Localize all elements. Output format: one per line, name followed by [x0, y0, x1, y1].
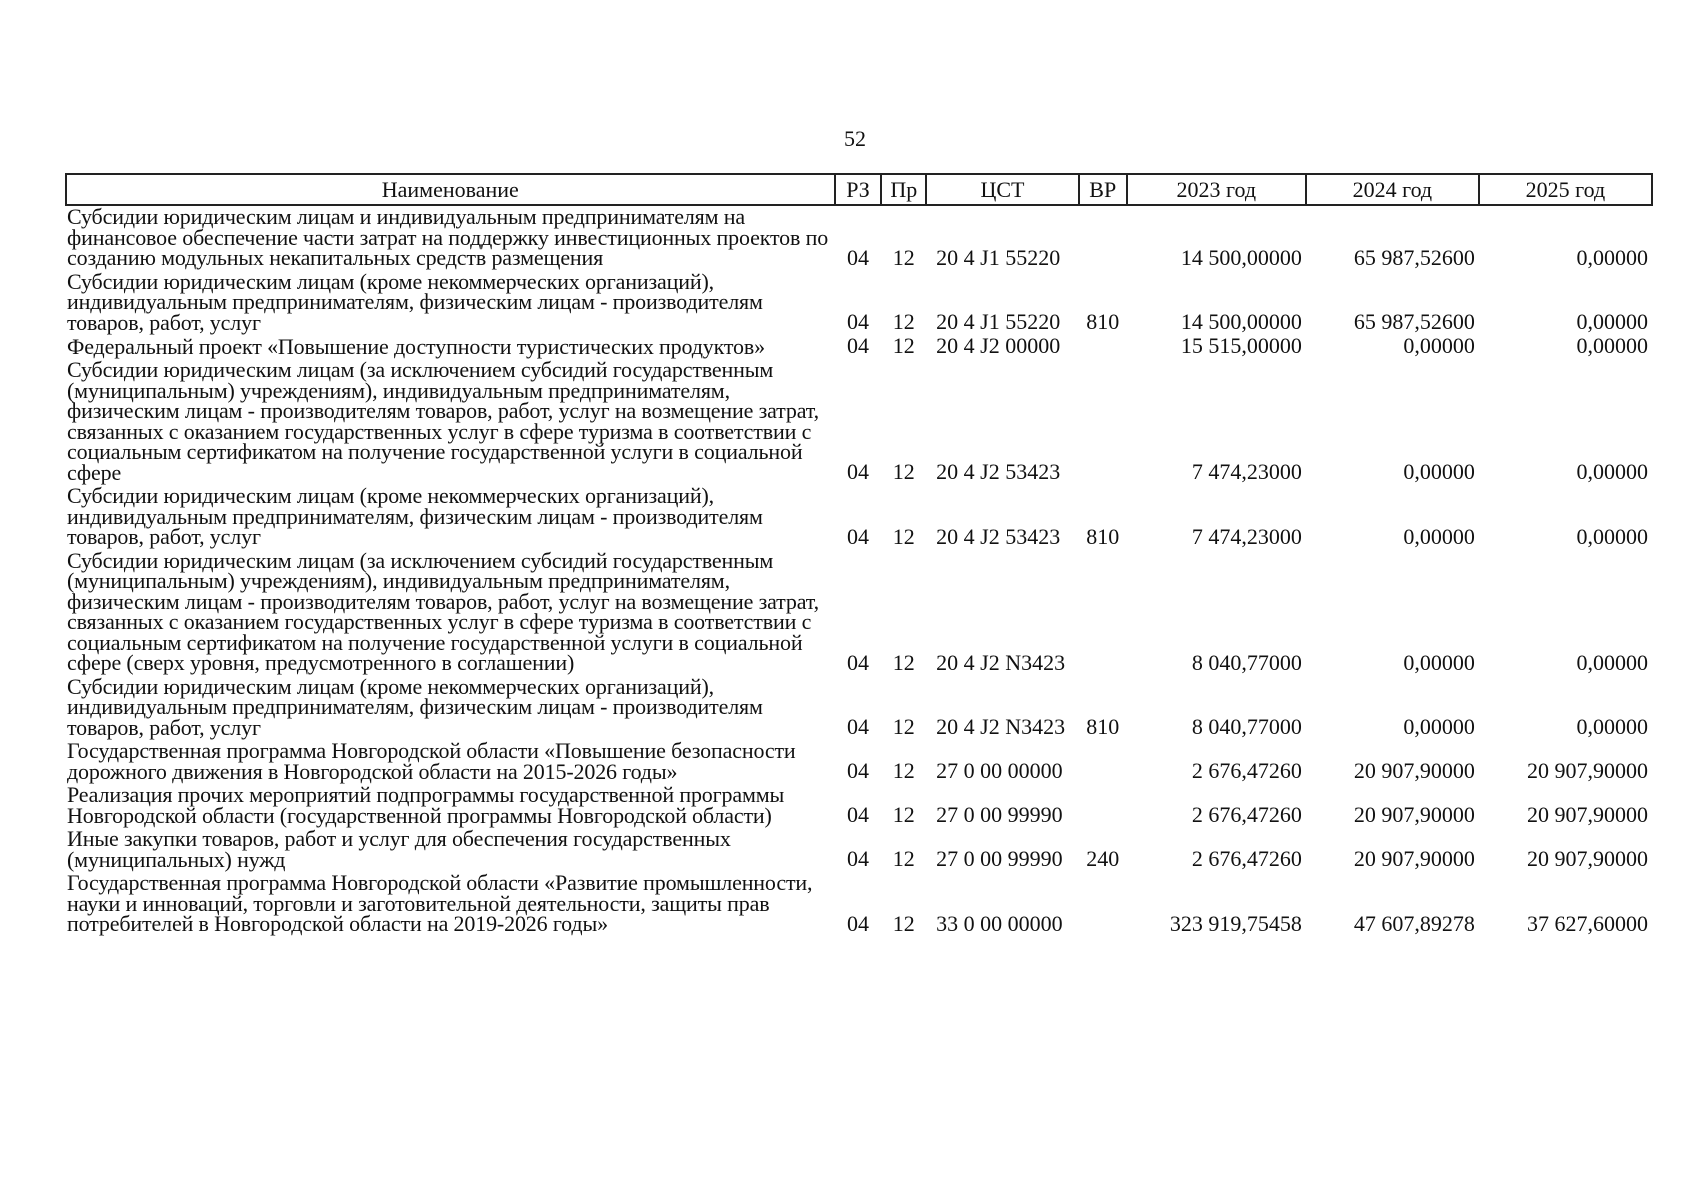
row-2025: 0,00000	[1576, 333, 1648, 358]
row-2025: 0,00000	[1576, 649, 1648, 675]
row-cst: 20 4 J2 00000	[936, 333, 1061, 358]
table-row	[66, 676, 1652, 741]
row-vr	[1079, 872, 1127, 937]
row-rz: 04	[846, 309, 869, 334]
row-2024: 20 907,90000	[1353, 758, 1475, 783]
row-pr: 12	[892, 309, 915, 334]
row-name: Государственная программа Новгородской области «Развитие промышленности, науки и инноваций, торговли и заготовительной деятельности, защиты прав потребителей в Новгородской области на 2019-2026 годы»	[67, 870, 813, 936]
row-2024: 0,00000	[1403, 714, 1475, 739]
row-vr: 810	[1086, 714, 1120, 739]
row-vr: 240	[1086, 846, 1120, 871]
row-2024: 0,00000	[1403, 523, 1475, 549]
row-2025: 37 627,60000	[1527, 910, 1648, 936]
table-row	[66, 740, 1652, 784]
row-2023: 323 919,75458	[1169, 910, 1302, 936]
row-2023: 15 515,00000	[1180, 333, 1302, 358]
row-name: Субсидии юридическим лицам (кроме некоммерческих организаций), индивидуальным предпринимателям, физическим лицам - производителям товаров, работ, услуг	[67, 483, 763, 549]
row-rz: 04	[846, 910, 869, 936]
row-name: Субсидии юридическим лицам (кроме некоммерческих организаций), индивидуальным предпринимателям, физическим лицам - производителям товаров, работ, услуг	[67, 673, 763, 740]
row-2024: 0,00000	[1403, 649, 1475, 675]
row-rz: 04	[846, 244, 869, 270]
row-2025: 20 907,90000	[1527, 758, 1648, 783]
row-vr: 810	[1086, 523, 1120, 549]
row-cst: 33 0 00 00000	[936, 910, 1063, 936]
row-2023: 8 040,77000	[1191, 649, 1302, 675]
row-rz: 04	[846, 333, 869, 358]
row-cst: 20 4 J2 53423	[936, 459, 1061, 484]
header-2023: 2023 год	[1127, 174, 1306, 205]
row-2025: 0,00000	[1576, 714, 1648, 739]
row-rz: 04	[846, 523, 869, 549]
row-name: Федеральный проект «Повышение доступности туристических продуктов»	[67, 333, 765, 359]
row-pr: 12	[892, 244, 915, 270]
row-pr: 12	[892, 802, 915, 827]
row-pr: 12	[892, 459, 915, 484]
row-2023: 14 500,00000	[1180, 309, 1302, 334]
header-rz: РЗ	[835, 174, 882, 205]
row-2023: 2 676,47260	[1191, 758, 1302, 783]
row-cst: 20 4 J1 55220	[936, 309, 1061, 334]
row-rz: 04	[846, 459, 869, 484]
table-row	[66, 550, 1652, 676]
row-name: Иные закупки товаров, работ и услуг для обеспечения государственных (муниципальных) нужд	[67, 826, 731, 872]
row-2023: 7 474,23000	[1191, 459, 1302, 484]
header-2025: 2025 год	[1479, 174, 1652, 205]
row-2025: 20 907,90000	[1527, 802, 1648, 827]
row-2024: 65 987,52600	[1353, 244, 1475, 270]
table-row	[66, 271, 1652, 336]
row-2023: 14 500,00000	[1180, 244, 1302, 270]
row-vr	[1079, 205, 1127, 271]
table-row	[66, 205, 1652, 271]
budget-table	[65, 173, 1653, 937]
row-cst: 20 4 J2 N3423	[936, 649, 1066, 675]
row-rz: 04	[846, 846, 869, 871]
table-row	[66, 828, 1652, 872]
row-name: Государственная программа Новгородской области «Повышение безопасности дорожного движения в Новгородской области на 2015-2026 годы»	[67, 738, 796, 784]
row-pr: 12	[892, 758, 915, 783]
row-2024: 0,00000	[1403, 333, 1475, 358]
row-2024: 0,00000	[1403, 459, 1475, 484]
row-2024: 65 987,52600	[1353, 309, 1475, 334]
table-row	[66, 335, 1652, 359]
row-rz: 04	[846, 802, 869, 827]
row-pr: 12	[892, 714, 915, 739]
row-vr	[1079, 784, 1127, 828]
row-vr	[1079, 335, 1127, 359]
row-2023: 2 676,47260	[1191, 846, 1302, 871]
row-2025: 0,00000	[1576, 309, 1648, 334]
header-pr: Пр	[881, 174, 926, 205]
row-2024: 20 907,90000	[1353, 802, 1475, 827]
header-cst: ЦСТ	[926, 174, 1079, 205]
row-2025: 0,00000	[1576, 459, 1648, 484]
row-vr	[1079, 550, 1127, 676]
row-pr: 12	[892, 910, 915, 936]
row-2023: 2 676,47260	[1191, 802, 1302, 827]
row-2025: 20 907,90000	[1527, 846, 1648, 871]
row-cst: 20 4 J2 53423	[936, 523, 1061, 549]
row-pr: 12	[892, 649, 915, 675]
table-row	[66, 784, 1652, 828]
row-2025: 0,00000	[1576, 523, 1648, 549]
table-row	[66, 872, 1652, 937]
row-cst: 20 4 J1 55220	[936, 244, 1061, 270]
row-cst: 27 0 00 99990	[936, 846, 1063, 871]
row-name: Реализация прочих мероприятий подпрограммы государственной программы Новгородской области (государственной программы Новгородской области)	[67, 782, 785, 828]
table-row	[66, 485, 1652, 550]
row-vr	[1079, 740, 1127, 784]
row-2023: 7 474,23000	[1191, 523, 1302, 549]
row-rz: 04	[846, 714, 869, 739]
row-rz: 04	[846, 649, 869, 675]
row-rz: 04	[846, 758, 869, 783]
header-name: Наименование	[66, 174, 835, 205]
row-2025: 0,00000	[1576, 244, 1648, 270]
row-cst: 27 0 00 00000	[936, 758, 1063, 783]
table-header-row	[66, 174, 1652, 205]
row-name: Субсидии юридическим лицам (за исключением субсидий государственным (муниципальным) учреждениям), индивидуальным предпринимателям, физическим лицам - производителям товаров, работ, услуг на возмещение затрат, связанных с оказанием государственных услуг в сфере туризма в соответствии с социальным сертификатом на получение государственной услуги в социальной сфере (сверх уровня, предусмотренного в соглашении)	[67, 547, 819, 675]
page-number: 52	[844, 126, 866, 151]
row-2023: 8 040,77000	[1191, 714, 1302, 739]
header-vr: ВР	[1079, 174, 1127, 205]
row-cst: 20 4 J2 N3423	[936, 714, 1066, 739]
row-pr: 12	[892, 523, 915, 549]
row-cst: 27 0 00 99990	[936, 802, 1063, 827]
row-pr: 12	[892, 846, 915, 871]
row-vr: 810	[1086, 309, 1120, 334]
row-pr: 12	[892, 333, 915, 358]
row-name: Субсидии юридическим лицам (за исключением субсидий государственным (муниципальным) учреждениям), индивидуальным предпринимателям, физическим лицам - производителям товаров, работ, услуг на возмещение затрат, связанных с оказанием государственных услуг в сфере туризма в соответствии с социальным сертификатом на получение государственной услуги в социальной сфере	[67, 357, 819, 485]
header-2024: 2024 год	[1306, 174, 1479, 205]
row-name: Субсидии юридическим лицам и индивидуальным предпринимателям на финансовое обеспечение части затрат на поддержку инвестиционных проектов по созданию модульных некапитальных средств размещения	[67, 204, 829, 270]
row-2024: 20 907,90000	[1353, 846, 1475, 871]
table-row	[66, 359, 1652, 485]
row-2024: 47 607,89278	[1353, 910, 1475, 936]
row-vr	[1079, 359, 1127, 485]
row-name: Субсидии юридическим лицам (кроме некоммерческих организаций), индивидуальным предпринимателям, физическим лицам - производителям товаров, работ, услуг	[67, 268, 763, 335]
